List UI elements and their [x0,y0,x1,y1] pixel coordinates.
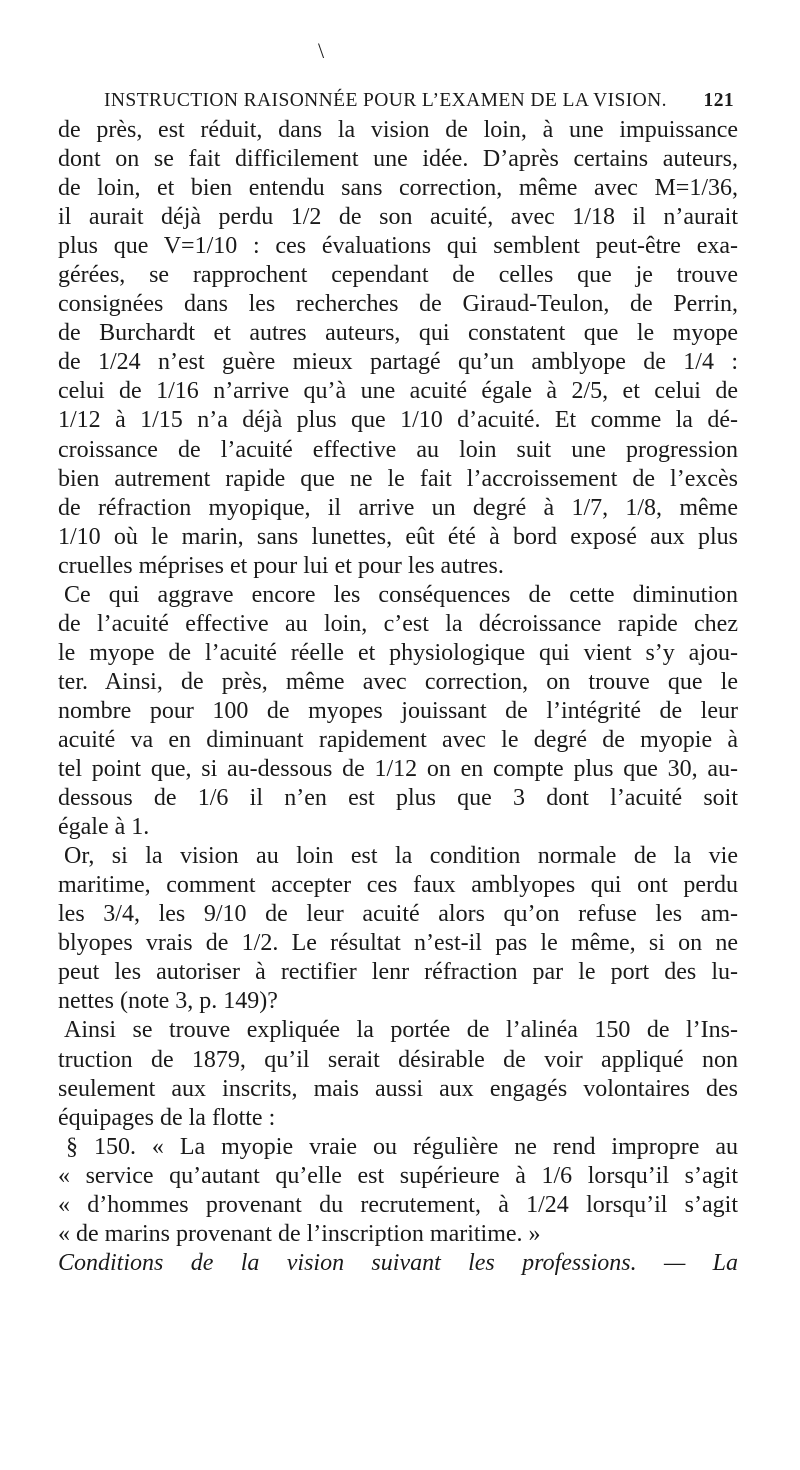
text-line: de réfraction myopique, il arrive un degré à 1/7, 1/8, même [58,494,738,521]
page-number: 121 [703,90,734,111]
section-heading-line: Conditions de la vision suivant les professions. — La [58,1249,738,1276]
running-header [104,86,734,116]
text-line: le myope de l’acuité réelle et physiologique qui vient s’y ajou- [58,639,738,666]
text-line: peut les autoriser à rectifier lenr réfraction par le port des lu- [58,959,738,986]
text-line: seulement aux inscrits, mais aussi aux engagés volontaires des [58,1075,738,1102]
text-line: de près, est réduit, dans la vision de loin, à une impuissance [58,117,738,143]
quote-end-line: « de marins provenant de l’inscription maritime. » [58,1220,541,1247]
paragraph-end-line: cruelles méprises et pour lui et pour les autres. [58,552,504,579]
running-title: INSTRUCTION RAISONNÉE POUR L’EXAMEN DE LA VISION. [104,90,667,111]
quote-line: § 150. « La myopie vraie ou régulière ne rend impropre au [66,1133,738,1160]
text-line: de 1/24 n’est guère mieux partagé qu’un amblyope de 1/4 : [58,349,738,376]
paragraph-start-line: Ainsi se trouve expliquée la portée de l’alinéa 150 de l’Ins- [64,1017,738,1044]
text-line: de Burchardt et autres auteurs, qui constatent que le myope [58,320,738,347]
text-line: ter. Ainsi, de près, même avec correction, on trouve que le [58,668,738,695]
text-line: il aurait déjà perdu 1/2 de son acuité, avec 1/18 il n’aurait [58,204,738,231]
text-line: truction de 1879, qu’il serait désirable de voir appliqué non [58,1046,738,1073]
text-line: dont on se fait difficilement une idée. D’après certains auteurs, [58,146,738,173]
quote-line: « service qu’autant qu’elle est supérieure à 1/6 lorsqu’il s’agit [58,1162,738,1189]
paragraph-end-line: nettes (note 3, p. 149)? [58,988,278,1015]
text-line: de loin, et bien entendu sans correction, même avec M=1/36, [58,175,738,202]
text-line: de l’acuité effective au loin, c’est la décroissance rapide chez [58,610,738,637]
text-line: blyopes vrais de 1/2. Le résultat n’est-il pas le même, si on ne [58,930,738,957]
text-line: 1/10 où le marin, sans lunettes, eût été à bord exposé aux plus [58,523,738,550]
text-line: tel point que, si au-dessous de 1/12 on en compte plus que 30, au- [58,756,738,783]
quote-line: « d’hommes provenant du recrutement, à 1/24 lorsqu’il s’agit [58,1191,738,1218]
text-line: maritime, comment accepter ces faux amblyopes qui ont perdu [58,872,738,899]
text-line: 1/12 à 1/15 n’a déjà plus que 1/10 d’acuité. Et comme la dé- [58,407,738,434]
text-line: celui de 1/16 n’arrive qu’à une acuité égale à 2/5, et celui de [58,378,738,405]
text-line: les 3/4, les 9/10 de leur acuité alors qu’on refuse les am- [58,901,738,928]
text-line: plus que V=1/10 : ces évaluations qui semblent peut-être exa- [58,233,738,260]
text-line: dessous de 1/6 il n’en est plus que 3 dont l’acuité soit [58,785,738,812]
text-line: acuité va en diminuant rapidement avec le degré de myopie à [58,726,738,753]
stray-mark: \ [318,38,325,63]
paragraph-end-line: égale à 1. [58,814,150,841]
text-line: nombre pour 100 de myopes jouissant de l’intégrité de leur [58,697,738,724]
paragraph-start-line: Or, si la vision au loin est la condition normale de la vie [64,843,738,870]
text-line: croissance de l’acuité effective au loin suit une progression [58,436,738,463]
text-line: bien autrement rapide que ne le fait l’accroissement de l’excès [58,465,738,492]
text-line: consignées dans les recherches de Giraud-Teulon, de Perrin, [58,291,738,318]
paragraph-end-line: équipages de la flotte : [58,1104,276,1131]
text-line: gérées, se rapprochent cependant de celles que je trouve [58,262,738,289]
paragraph-start-line: Ce qui aggrave encore les conséquences de cette diminution [64,581,738,608]
body-text [58,116,738,1278]
